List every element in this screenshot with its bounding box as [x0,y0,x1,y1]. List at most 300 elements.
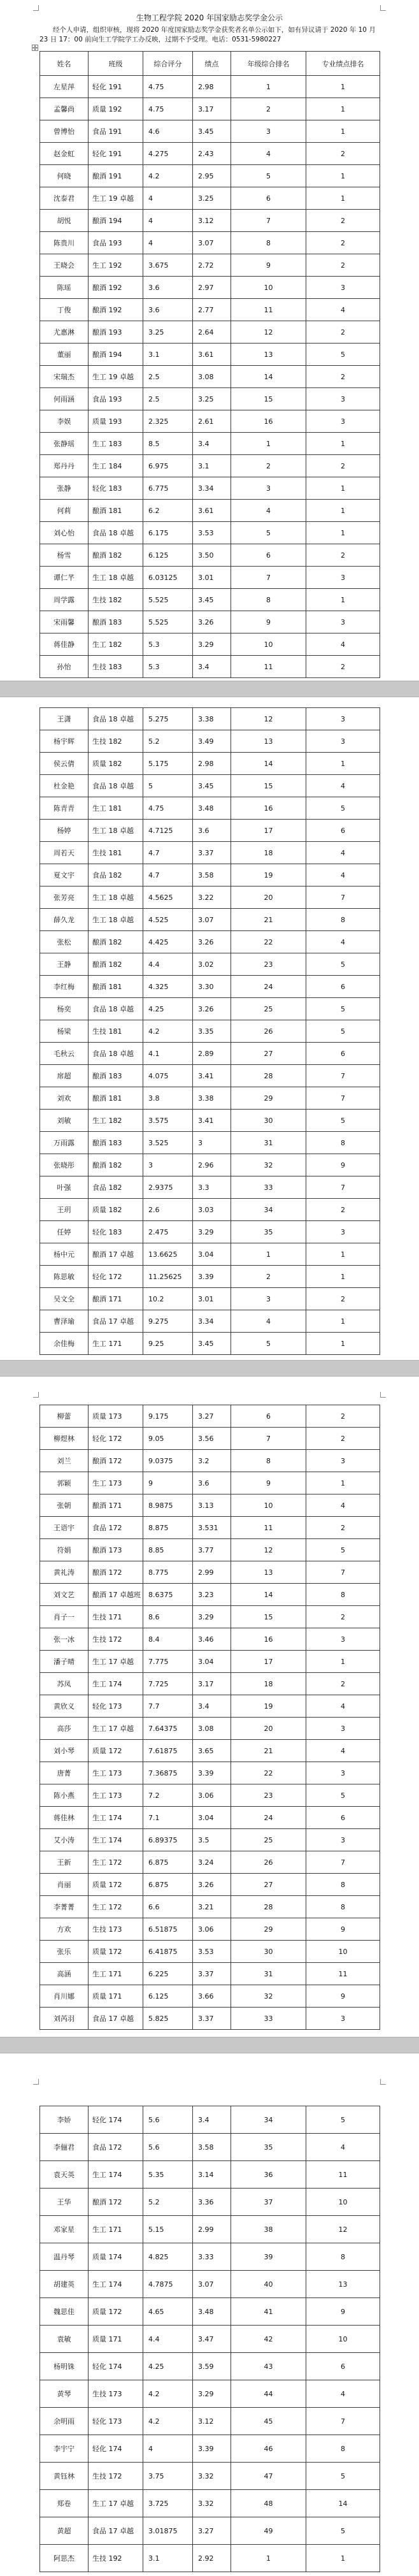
table-row [40,1539,380,1561]
major-rank-cell: 7 [306,1851,380,1874]
name-cell: 丁俊 [40,299,89,321]
class-cell: 酿酒 194 [89,344,143,366]
table-row [40,1718,380,1740]
table-row [40,1154,380,1176]
score-cell: 4.2 [143,165,193,187]
page-separator [0,2037,419,2053]
gpa-cell: 3.77 [193,1539,231,1561]
name-cell: 王静 [40,953,89,976]
grade-rank-cell: 43 [231,2353,306,2380]
gpa-cell: 3.25 [193,388,231,410]
gpa-cell: 3.29 [193,1606,231,1628]
table-row [40,2490,380,2517]
class-cell: 生工 182 [89,633,143,656]
name-cell: 柳蕾 [40,1405,89,1428]
score-cell: 3 [143,1154,193,1176]
class-cell: 生工 172 [89,1851,143,1874]
major-rank-cell: 1 [306,1266,380,1288]
major-rank-cell: 2 [306,366,380,388]
major-rank-cell: 10 [306,2326,380,2353]
gpa-cell: 3.37 [193,2008,231,2030]
class-cell: 酿酒 191 [89,165,143,187]
table-row [40,2517,380,2545]
gpa-cell: 3.47 [193,2326,231,2353]
major-rank-cell: 9 [306,1154,380,1176]
score-cell: 2.475 [143,1221,193,1243]
major-rank-cell: 3 [306,567,380,589]
class-cell: 质量 192 [89,98,143,120]
name-cell: 杨雪 [40,544,89,567]
major-rank-cell: 6 [306,976,380,998]
grade-rank-cell: 19 [231,864,306,886]
major-rank-cell: 5 [306,1110,380,1132]
grade-rank-cell: 6 [231,1405,306,1428]
major-rank-cell: 3 [306,1628,380,1651]
table-row [40,120,380,143]
class-cell: 质量 174 [89,2243,143,2271]
score-cell: 5.2 [143,2189,193,2216]
table-row [40,1963,380,1985]
gpa-cell: 3.32 [193,2463,231,2490]
class-cell: 生工 18 卓越 [89,820,143,842]
class-cell: 酿酒 183 [89,611,143,633]
table-row [40,477,380,500]
grade-rank-cell: 31 [231,1963,306,1985]
table-row [40,1288,380,1310]
score-cell: 9.05 [143,1428,193,1450]
major-rank-cell: 8 [306,2243,380,2271]
grade-rank-cell: 5 [231,1333,306,1355]
score-cell: 5.15 [143,2216,193,2243]
grade-rank-cell: 16 [231,797,306,820]
grade-rank-cell: 11 [231,656,306,678]
table-row [40,1043,380,1065]
class-cell: 生工 182 [89,1110,143,1132]
grade-rank-cell: 22 [231,931,306,953]
grade-rank-cell: 27 [231,1874,306,1896]
class-cell: 生技 181 [89,1020,143,1043]
table-row [40,1784,380,1807]
table-row [40,1132,380,1154]
class-cell: 食品 18 卓越 [89,775,143,797]
class-cell: 酿酒 172 [89,2189,143,2216]
major-rank-cell: 5 [306,1784,380,1807]
name-cell: 杨明铢 [40,2353,89,2380]
name-cell: 方欢 [40,1918,89,1941]
name-cell: 李娇 [40,2106,89,2134]
gpa-cell: 3.56 [193,1428,231,1450]
major-rank-cell: 2 [306,1428,380,1450]
grade-rank-cell: 30 [231,1941,306,1963]
score-cell: 5.2 [143,730,193,753]
major-rank-cell: 5 [306,953,380,976]
score-cell: 6.89375 [143,1829,193,1851]
score-cell: 3.6 [143,299,193,321]
table-row [40,1517,380,1539]
grade-rank-cell: 1 [231,1243,306,1266]
name-cell: 何晓 [40,165,89,187]
name-cell: 吴文全 [40,1288,89,1310]
name-cell: 郑丹丹 [40,455,89,477]
grade-rank-cell: 17 [231,1651,306,1673]
score-cell: 13.6625 [143,1243,193,1266]
major-rank-cell: 2 [306,455,380,477]
grade-rank-cell: 16 [231,410,306,433]
column-header-class: 班级 [89,52,143,76]
table-row [40,1266,380,1288]
name-cell: 阿思杰 [40,2545,89,2572]
score-cell: 3.6 [143,277,193,299]
gpa-cell: 3.32 [193,2490,231,2517]
class-cell: 生工 174 [89,1673,143,1695]
name-cell: 王语宇 [40,1517,89,1539]
score-cell: 8.6375 [143,1584,193,1606]
name-cell: 温丹琴 [40,2243,89,2271]
crop-mark [380,2079,386,2085]
table-move-handle-icon[interactable] [32,45,38,51]
name-cell: 万雨露 [40,1132,89,1154]
name-cell: 余佳梅 [40,1333,89,1355]
scholarship-table-continued [39,707,380,1355]
gpa-cell: 3.45 [193,120,231,143]
name-cell: 杨宇辉 [40,730,89,753]
table-row [40,321,380,344]
gpa-cell: 2.72 [193,254,231,277]
gpa-cell: 3.07 [193,909,231,931]
table-row [40,633,380,656]
class-cell: 生技 173 [89,2380,143,2408]
class-cell: 生技 182 [89,589,143,611]
gpa-cell: 3.3 [193,1176,231,1199]
grade-rank-cell: 8 [231,232,306,254]
scholarship-table-continued [39,1405,380,2030]
class-cell: 生工 171 [89,2216,143,2243]
grade-rank-cell: 6 [231,187,306,210]
gpa-cell: 3.45 [193,775,231,797]
page-2 [0,697,419,1360]
name-cell: 张松 [40,931,89,953]
grade-rank-cell: 13 [231,344,306,366]
score-cell: 4.4 [143,2326,193,2353]
table-row [40,1985,380,2008]
grade-rank-cell: 10 [231,277,306,299]
class-cell: 食品 18 卓越 [89,1043,143,1065]
table-row [40,976,380,998]
class-cell: 质量 171 [89,2326,143,2353]
class-cell: 生技 192 [89,2545,143,2572]
major-rank-cell: 7 [306,1561,380,1584]
score-cell: 4.25 [143,998,193,1020]
grade-rank-cell: 12 [231,708,306,730]
table-row [40,708,380,730]
major-rank-cell: 2 [306,232,380,254]
major-rank-cell: 6 [306,1043,380,1065]
score-cell: 4.75 [143,76,193,98]
major-rank-cell: 5 [306,2463,380,2490]
table-row [40,544,380,567]
class-cell: 酿酒 193 [89,321,143,344]
gpa-cell: 3.66 [193,1985,231,2008]
gpa-cell: 3.12 [193,2408,231,2435]
table-row [40,1740,380,1762]
class-cell: 生工 174 [89,2161,143,2189]
class-cell: 食品 182 [89,1176,143,1199]
major-rank-cell: 3 [306,2008,380,2030]
class-cell: 生工 17 卓越 [89,2490,143,2517]
score-cell: 2.5 [143,366,193,388]
major-rank-cell: 5 [306,797,380,820]
grade-rank-cell: 2 [231,98,306,120]
gpa-cell: 3.39 [193,1762,231,1784]
name-cell: 张静 [40,477,89,500]
table-row [40,2298,380,2326]
table-row [40,2189,380,2216]
gpa-cell: 3.22 [193,886,231,909]
name-cell: 黄琴 [40,2380,89,2408]
gpa-cell: 3.27 [193,2517,231,2545]
grade-rank-cell: 32 [231,1154,306,1176]
major-rank-cell: 2 [306,1673,380,1695]
name-cell: 黄钰林 [40,2463,89,2490]
class-cell: 食品 191 [89,120,143,143]
gpa-cell: 3.41 [193,1110,231,1132]
grade-rank-cell: 26 [231,1851,306,1874]
table-row [40,2435,380,2463]
table-row [40,2008,380,2030]
major-rank-cell: 1 [306,477,380,500]
major-rank-cell: 7 [306,1176,380,1199]
major-rank-cell: 2 [306,544,380,567]
class-cell: 生工 181 [89,797,143,820]
class-cell: 酿酒 183 [89,1132,143,1154]
score-cell: 4.4 [143,953,193,976]
name-cell: 杨奕 [40,998,89,1020]
table-row [40,2134,380,2161]
score-cell: 8.5 [143,433,193,455]
grade-rank-cell: 28 [231,1896,306,1918]
table-row [40,998,380,1020]
gpa-cell: 2.64 [193,321,231,344]
major-rank-cell: 1 [306,1333,380,1355]
score-cell: 4.75 [143,98,193,120]
major-rank-cell: 4 [306,775,380,797]
table-row [40,2106,380,2134]
score-cell: 6.41875 [143,1941,193,1963]
score-cell: 8.85 [143,1539,193,1561]
gpa-cell: 3.2 [193,1450,231,1472]
grade-rank-cell: 15 [231,1606,306,1628]
gpa-cell: 3.29 [193,1221,231,1243]
table-row [40,1310,380,1333]
grade-rank-cell: 31 [231,1132,306,1154]
major-rank-cell: 1 [306,76,380,98]
major-rank-cell: 3 [306,1450,380,1472]
gpa-cell: 3.25 [193,187,231,210]
table-row [40,455,380,477]
name-cell: 余明雨 [40,2408,89,2435]
class-cell: 食品 17 卓越 [89,2008,143,2030]
name-cell: 叶强 [40,1176,89,1199]
table-row [40,1450,380,1472]
major-rank-cell: 9 [306,1918,380,1941]
table-row [40,143,380,165]
grade-rank-cell: 27 [231,1043,306,1065]
gpa-cell: 3.08 [193,366,231,388]
major-rank-cell: 10 [306,1941,380,1963]
major-rank-cell: 4 [306,299,380,321]
gpa-cell: 3.04 [193,1651,231,1673]
class-cell: 生工 174 [89,1807,143,1829]
major-rank-cell: 1 [306,1651,380,1673]
gpa-cell: 2.92 [193,2545,231,2572]
name-cell: 曹泽瑜 [40,1310,89,1333]
table-row [40,1333,380,1355]
score-cell: 10.2 [143,1288,193,1310]
class-cell: 轻化 191 [89,76,143,98]
major-rank-cell: 8 [306,1584,380,1606]
name-cell: 蒋佳静 [40,633,89,656]
gpa-cell: 3.61 [193,500,231,522]
score-cell: 11.25625 [143,1266,193,1288]
major-rank-cell: 3 [306,1221,380,1243]
gpa-cell: 3.07 [193,232,231,254]
gpa-cell: 2.96 [193,1154,231,1176]
gpa-cell: 3.04 [193,1243,231,1266]
gpa-cell: 3.4 [193,2106,231,2134]
name-cell: 张静瑶 [40,433,89,455]
score-cell: 3.575 [143,1110,193,1132]
gpa-cell: 3.61 [193,344,231,366]
major-rank-cell: 1 [306,98,380,120]
table-row [40,1221,380,1243]
grade-rank-cell: 1 [231,433,306,455]
class-cell: 生工 18 卓越 [89,886,143,909]
name-cell: 孙怡 [40,656,89,678]
table-row [40,2380,380,2408]
name-cell: 周学露 [40,589,89,611]
score-cell: 5.525 [143,611,193,633]
score-cell: 3.75 [143,2463,193,2490]
name-cell: 夏文宇 [40,864,89,886]
class-cell: 生工 171 [89,1963,143,1985]
major-rank-cell: 14 [306,2490,380,2517]
table-row [40,589,380,611]
score-cell: 5.3 [143,633,193,656]
gpa-cell: 3.26 [193,931,231,953]
name-cell: 胡建英 [40,2271,89,2298]
table-row [40,1199,380,1221]
class-cell: 食品 18 卓越 [89,522,143,544]
table-row [40,1065,380,1087]
gpa-cell: 3.26 [193,611,231,633]
name-cell: 谭仁芊 [40,567,89,589]
major-rank-cell: 2 [306,254,380,277]
major-rank-cell: 1 [306,500,380,522]
major-rank-cell: 8 [306,909,380,931]
gpa-cell: 3.26 [193,998,231,1020]
score-cell: 6.03125 [143,567,193,589]
gpa-cell: 3.33 [193,2243,231,2271]
class-cell: 酿酒 192 [89,277,143,299]
name-cell: 袁敏 [40,2326,89,2353]
class-cell: 酿酒 171 [89,1494,143,1517]
major-rank-cell: 3 [306,410,380,433]
score-cell: 7.2 [143,1784,193,1807]
name-cell: 李红梅 [40,976,89,998]
class-cell: 轻化 174 [89,2353,143,2380]
score-cell: 4.65 [143,2298,193,2326]
grade-rank-cell: 5 [231,165,306,187]
score-cell: 7.1 [143,1807,193,1829]
name-cell: 李菁菁 [40,1896,89,1918]
gpa-cell: 2.61 [193,410,231,433]
table-row [40,1918,380,1941]
score-cell: 7.775 [143,1651,193,1673]
major-rank-cell: 5 [306,344,380,366]
document-title: 生物工程学院 2020 年国家励志奖学金公示 [136,13,283,22]
grade-rank-cell: 18 [231,842,306,864]
score-cell: 4.2 [143,1020,193,1043]
score-cell: 6.2 [143,500,193,522]
grade-rank-cell: 6 [231,544,306,567]
name-cell: 黄超 [40,2517,89,2545]
gpa-cell: 3.59 [193,2353,231,2380]
name-cell: 柳煜林 [40,1428,89,1450]
class-cell: 轻化 183 [89,1221,143,1243]
name-cell: 胡悦 [40,210,89,232]
table-row [40,2545,380,2572]
grade-rank-cell: 20 [231,1718,306,1740]
grade-rank-cell: 23 [231,953,306,976]
major-rank-cell: 1 [306,753,380,775]
grade-rank-cell: 9 [231,611,306,633]
gpa-cell: 3.17 [193,1673,231,1695]
name-cell: 蒋佳林 [40,1807,89,1829]
table-row [40,1896,380,1918]
gpa-cell: 3.21 [193,1896,231,1918]
score-cell: 5.6 [143,2134,193,2161]
name-cell: 杨婷 [40,820,89,842]
score-cell: 6.875 [143,1874,193,1896]
score-cell: 5.825 [143,2008,193,2030]
score-cell: 4.525 [143,909,193,931]
major-rank-cell: 4 [306,1740,380,1762]
score-cell: 3.1 [143,2545,193,2572]
grade-rank-cell: 36 [231,2161,306,2189]
grade-rank-cell: 22 [231,1762,306,1784]
score-cell: 3.1 [143,344,193,366]
score-cell: 3.8 [143,1087,193,1110]
table-row [40,1561,380,1584]
grade-rank-cell: 20 [231,886,306,909]
table-row [40,2216,380,2243]
name-cell: 侯云倩 [40,753,89,775]
grade-rank-cell: 3 [231,477,306,500]
column-header-score: 综合评分 [143,52,193,76]
major-rank-cell: 3 [306,1829,380,1851]
major-rank-cell: 3 [306,708,380,730]
name-cell: 刘小琴 [40,1740,89,1762]
major-rank-cell: 5 [306,998,380,1020]
gpa-cell: 3.4 [193,433,231,455]
gpa-cell: 3.03 [193,1199,231,1221]
major-rank-cell: 2 [306,143,380,165]
notice-paragraph: 经个人申请，组织审核，现将 2020 年度国家励志奖学金获奖者名单公示如下，如有异议请于 2020 年 10 月 23 日 17：00 前向生工学院学工办反映，过期不予受理。电话：0531-5980227 [39,26,376,43]
name-cell: 尤惠淋 [40,321,89,344]
table-row [40,366,380,388]
class-cell: 酿酒 172 [89,1450,143,1472]
class-cell: 酿酒 17 卓越班 [89,1584,143,1606]
